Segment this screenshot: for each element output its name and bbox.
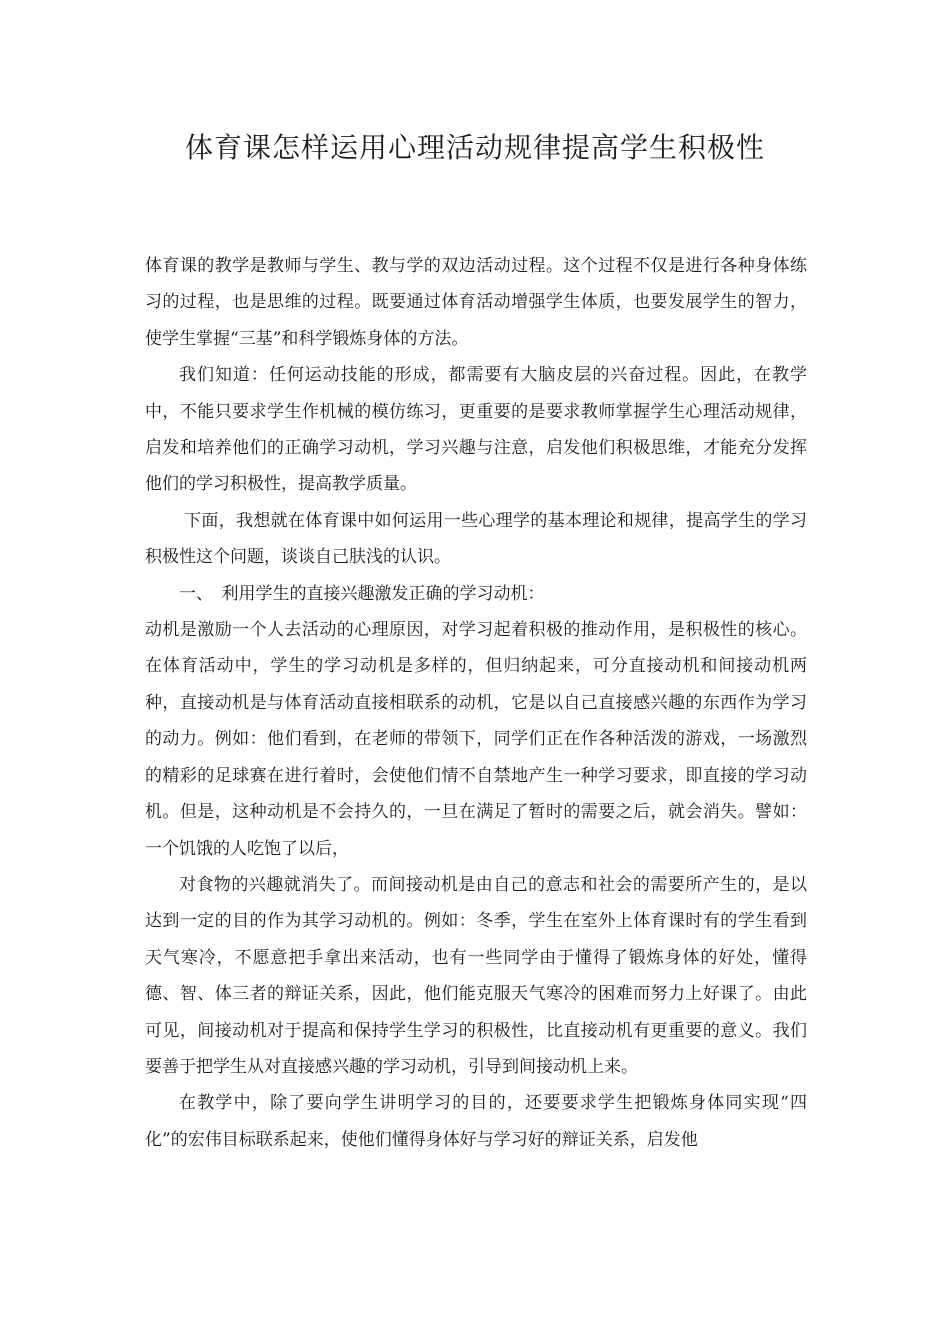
paragraph-indirect-motivation: 对食物的兴趣就消失了。而间接动机是由自己的意志和社会的需要所产生的，是以达到一定的目的作为其学习动机的。例如：冬季，学生在室外上体育课时有的学生看到天气寒冷，不愿意把手拿出来活动，也有一些同学由于懂得了锻炼身体的好处，懂得德、智、体三者的辩证关系，因此，他们能克服天气寒冷的困难而努力上好课了。由此可见，间接动机对于提高和保持学生学习的积极性，比直接动机有更重要的意义。我们要善于把学生从对直接感兴趣的学习动机，引导到间接动机上来。 [145,874,807,1077]
paragraph-topic: 下面，我想就在体育课中如何运用一些心理学的基本理论和规律，提高学生的学习积极性这个问题，谈谈自己肤浅的认识。 [145,510,807,568]
paragraph-motivation: 动机是激励一个人去活动的心理原因，对学习起着积极的推动作用，是积极性的核心。在体育活动中，学生的学习动机是多样的，但归纳起来，可分直接动机和间接动机两种，直接动机是与体育活动直接相联系的动机，它是以自己直接感兴趣的东西作为学习的动力。例如：他们看到，在老师的带领下，同学们正在作各种活泼的游戏，一场激烈的精彩的足球赛在进行着时，会使他们情不自禁地产生一种学习要求，即直接的学习动机。但是，这种动机是不会持久的，一旦在满足了暂时的需要之后，就会消失。譬如：一个饥饿的人吃饱了以后， [145,620,807,859]
document-title: 体育课怎样运用心理活动规律提高学生积极性 [184,131,765,164]
paragraph-teaching-goals: 在教学中，除了要向学生讲明学习的目的，还要要求学生把锻炼身体同实现“四化”的宏伟目标联系起来，使他们懂得身体好与学习好的辩证关系，启发他 [145,1093,807,1150]
section-heading-1: 一、 利用学生的直接兴趣激发正确的学习动机： [179,583,545,604]
paragraph-intro: 体育课的教学是教师与学生、教与学的双边活动过程。这个过程不仅是进行各种身体练习的过程，也是思维的过程。既要通过体育活动增强学生体质，也要发展学生的智力，使学生掌握“三基”和科学锻炼身体的方法。 [145,256,807,349]
paragraph-motor-skills: 我们知道：任何运动技能的形成，都需要有大脑皮层的兴奋过程。因此，在教学中，不能只要求学生作机械的模仿练习，更重要的是要求教师掌握学生心理活动规律，启发和培养他们的正确学习动机，学习兴趣与注意，启发他们积极思维，才能充分发挥他们的学习积极性，提高教学质量。 [145,365,807,495]
document-body [145,248,807,1158]
